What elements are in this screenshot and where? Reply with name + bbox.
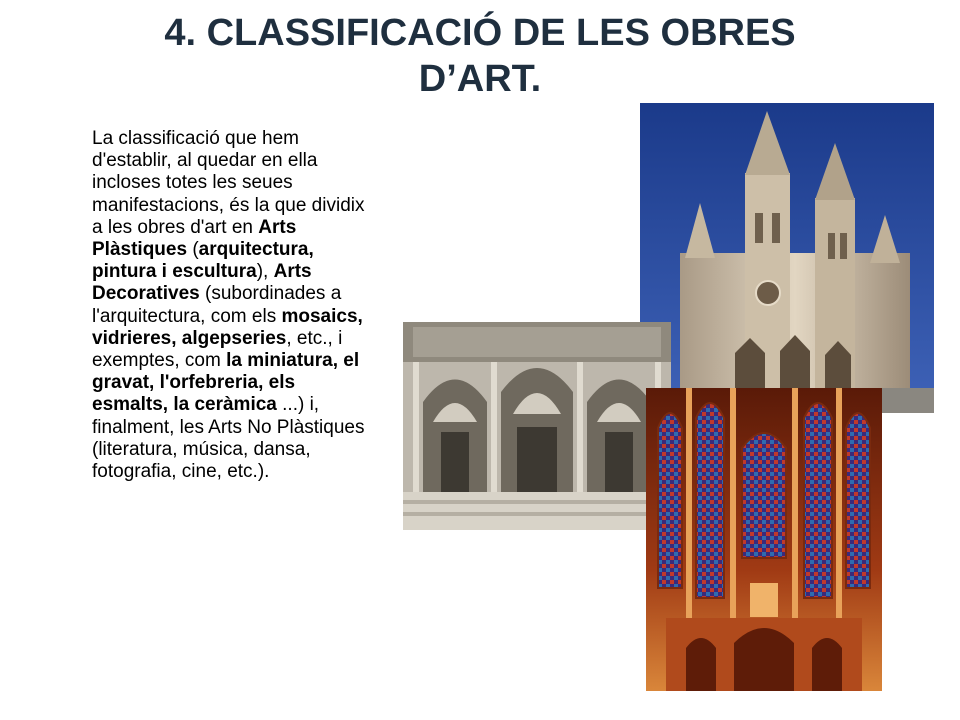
bold-run: mosaics, vidrieres, algepseries [92, 305, 363, 349]
bold-run: la miniatura, el gravat, l'orfebreria, els esmalts, la ceràmica [92, 350, 360, 416]
chapel-photo [646, 388, 882, 691]
body-paragraph [92, 128, 376, 483]
text-run: , etc., i exemptes, com [92, 327, 343, 372]
slide-title [60, 10, 900, 102]
cathedral-photo [640, 103, 934, 413]
text-run: ( [187, 239, 199, 261]
text-run: ...) i, finalment, les Arts No Plàstiques (literatura, música, dansa, fotografia, cine, etc.). [92, 394, 365, 483]
text-run: ), [256, 261, 274, 283]
slide-title-line-2: D’ART. [418, 58, 542, 100]
slide-title-line-1: 4. CLASSIFICACIÓ DE LES OBRES [164, 12, 796, 54]
bold-run: arquitectura, pintura i escultura [92, 239, 314, 283]
text-run: (subordinades a l'arquitectura, com els [92, 283, 342, 327]
text-run: La classificació que hem d'establir, al quedar en ella incloses totes les seues manifestacions, és la que dividix a les obres d'art en [92, 128, 365, 238]
bold-run: Arts Decoratives [92, 261, 312, 305]
portal-photo [403, 322, 671, 530]
bold-run: Arts Plàstiques [92, 216, 297, 261]
